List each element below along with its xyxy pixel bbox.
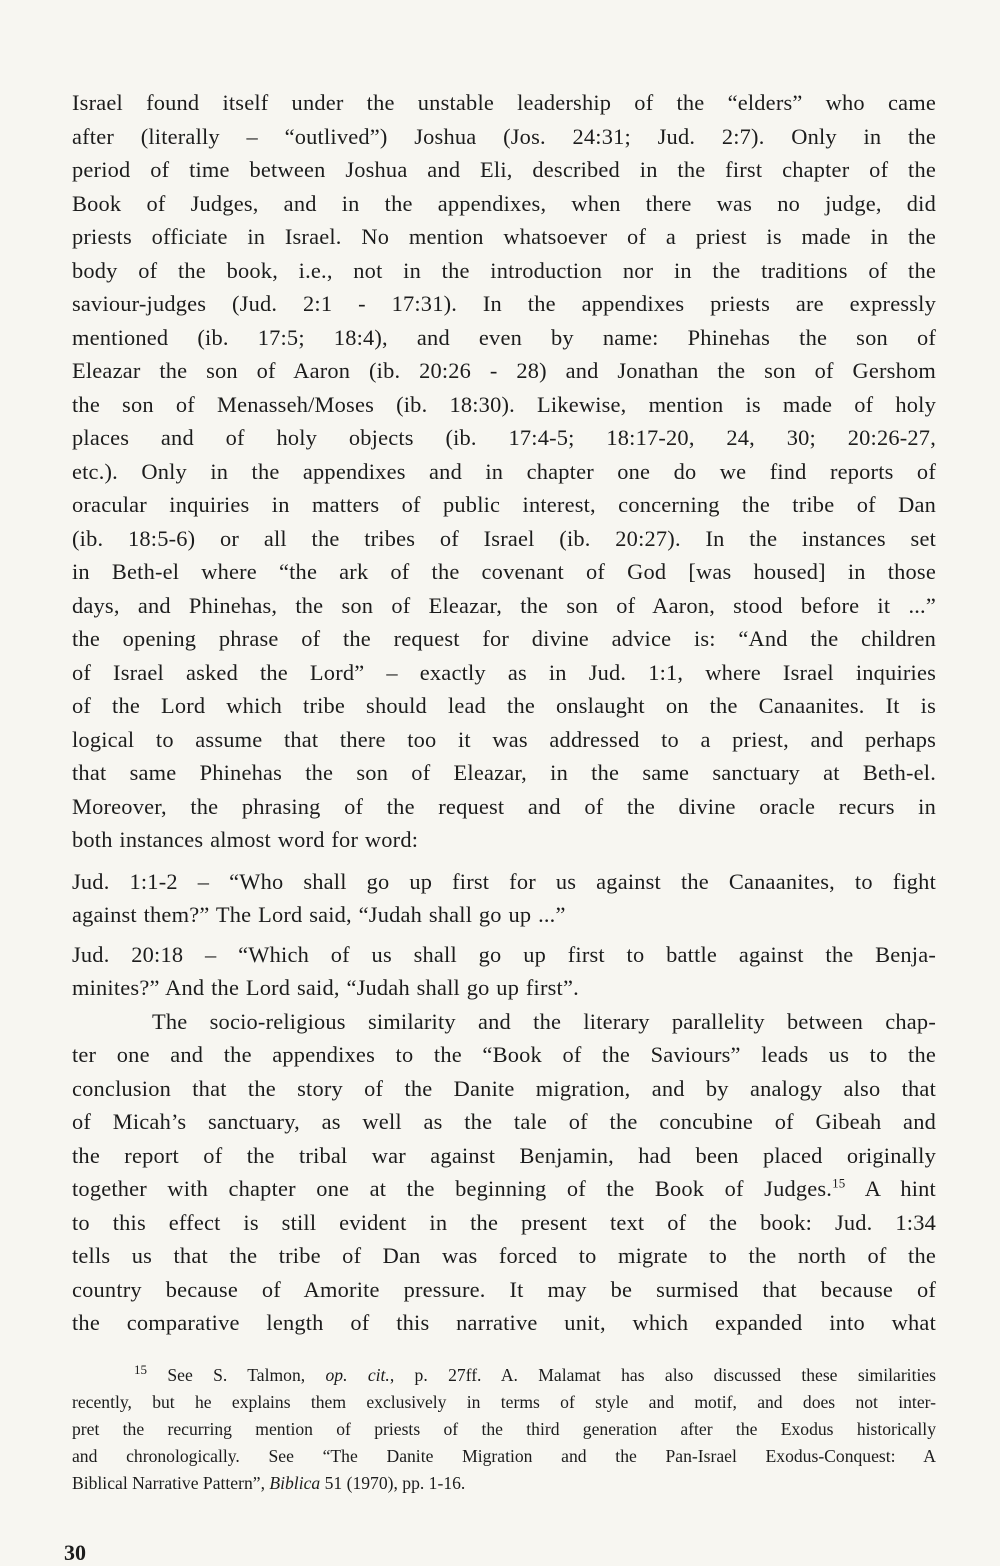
quote-1 [72, 865, 936, 932]
text-line: Eleazar the son of Aaron (ib. 20:26 - 28) and Jonathan the son of Gershom [72, 358, 936, 383]
text-line: priests officiate in Israel. No mention whatsoever of a priest is made in the [72, 224, 936, 249]
footnote-line [72, 1362, 936, 1389]
text-line: etc.). Only in the appendixes and in chapter one do we find reports of [72, 458, 936, 484]
text-line: Moreover, the phrasing of the request and of the divine oracle recurs in [72, 793, 936, 819]
footnote-line: and chronologically. See “The Danite Migration and the Pan-Israel Exodus-Conquest: A [72, 1445, 936, 1466]
text-segment: See S. Talmon, [167, 1364, 326, 1385]
text-line: logical to assume that there too it was addressed to a priest, and perhaps [72, 726, 936, 752]
text-line: of Israel asked the Lord” – exactly as in Jud. 1:1, where Israel inquiries [72, 659, 936, 685]
text-line: of the Lord which tribe should lead the onslaught on the Canaanites. It is [72, 693, 936, 718]
text-line: saviour-judges (Jud. 2:1 - 17:31). In the appendixes priests are expressly [72, 291, 936, 316]
text-line: Jud. 20:18 – “Which of us shall go up first to battle against the Benja- [72, 941, 936, 967]
text-line: mentioned (ib. 17:5; 18:4), and even by name: Phinehas the son of [72, 324, 936, 350]
text-line: (ib. 18:5-6) or all the tribes of Israel (ib. 20:27). In the instances set [72, 525, 936, 551]
text-line: of Micah’s sanctuary, as well as the tale of the concubine of Gibeah and [72, 1109, 936, 1134]
text-line: body of the book, i.e., not in the introduction nor in the traditions of the [72, 257, 936, 283]
text-line: the son of Menasseh/Moses (ib. 18:30). Likewise, mention is made of holy [72, 391, 936, 417]
quote-2 [72, 938, 936, 1005]
text-line: conclusion that the story of the Danite migration, and by analogy also that [72, 1075, 936, 1101]
footnote-15 [72, 1362, 936, 1497]
text-line: period of time between Joshua and Eli, described in the first chapter of the [72, 157, 936, 182]
footnote-line [72, 1470, 936, 1497]
text-line: in Beth-el where “the ark of the covenant of God [was housed] in those [72, 559, 936, 584]
footnote-line: recently, but he explains them exclusively in terms of style and motif, and does not inter- [72, 1391, 936, 1412]
text-line: ter one and the appendixes to the “Book of the Saviours” leads us to the [72, 1042, 936, 1067]
text-line: the opening phrase of the request for divine advice is: “And the children [72, 626, 936, 651]
text-line: country because of Amorite pressure. It may be surmised that because of [72, 1276, 936, 1302]
text-segment: , p. 27ff. A. Malamat has also discussed these similarities [389, 1364, 936, 1385]
text-line: Jud. 1:1-2 – “Who shall go up first for us against the Canaanites, to fight [72, 868, 936, 894]
text-line: Israel found itself under the unstable leadership of the “elders” who came [72, 90, 936, 115]
text-line: Book of Judges, and in the appendixes, when there was no judge, did [72, 190, 936, 216]
text-line: both instances almost word for word: [72, 827, 419, 852]
text-segment: 51 (1970), pp. 1-16. [320, 1472, 466, 1493]
paragraph-1 [72, 86, 936, 857]
text-segment: Biblical Narrative Pattern”, [72, 1472, 270, 1493]
text-line: places and of holy objects (ib. 17:4-5; 18:17-20, 24, 30; 20:26-27, [72, 425, 936, 450]
footnote-line: pret the recurring mention of priests of the third generation after the Exodus historically [72, 1418, 936, 1439]
page [72, 86, 936, 1497]
text-segment: together with chapter one at the beginning of the Book of Judges. [72, 1176, 833, 1201]
text-line: The socio-religious similarity and the literary parallelity between chap- [152, 1008, 936, 1034]
text-line: tells us that the tribe of Dan was forced to migrate to the north of the [72, 1243, 936, 1268]
page-number: 30 [64, 1540, 86, 1565]
text-line: after (literally – “outlived”) Joshua (Jos. 24:31; Jud. 2:7). Only in the [72, 123, 936, 149]
text-segment: A hint [845, 1176, 936, 1201]
text-line [72, 1172, 936, 1206]
text-segment: op. cit. [325, 1364, 390, 1385]
text-line: the report of the tribal war against Benjamin, had been placed originally [72, 1142, 936, 1168]
text-line: that same Phinehas the son of Eleazar, in the same sanctuary at Beth-el. [72, 760, 936, 785]
text-line: minites?” And the Lord said, “Judah shall go up first”. [72, 975, 579, 1000]
text-line: the comparative length of this narrative unit, which expanded into what [72, 1310, 936, 1335]
footnote-number: 15 [134, 1361, 147, 1377]
body-text [72, 86, 936, 1340]
paragraph-2 [72, 1005, 936, 1340]
text-line: against them?” The Lord said, “Judah shall go up ...” [72, 902, 566, 927]
footnote-reference[interactable]: 15 [832, 1175, 846, 1191]
footnotes [72, 1362, 936, 1497]
text-line: to this effect is still evident in the present text of the book: Jud. 1:34 [72, 1209, 936, 1235]
text-segment: Biblica [269, 1472, 321, 1493]
text-line: oracular inquiries in matters of public interest, concerning the tribe of Dan [72, 492, 936, 517]
text-line: days, and Phinehas, the son of Eleazar, the son of Aaron, stood before it ...” [72, 592, 936, 618]
